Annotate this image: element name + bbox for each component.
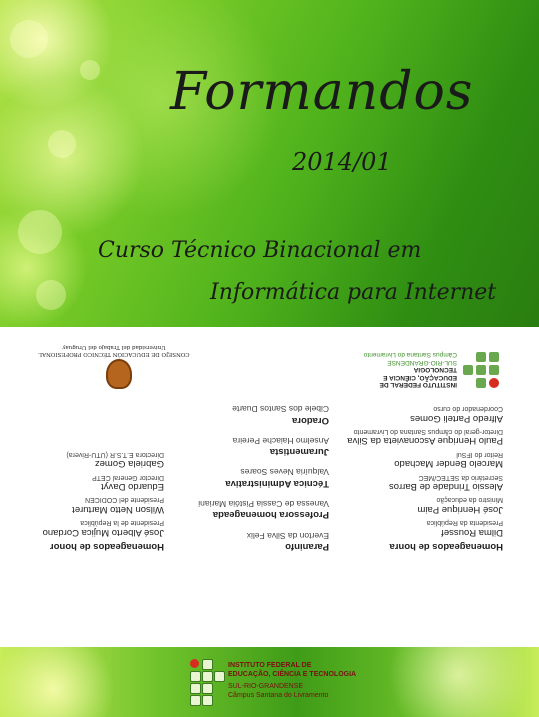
person-name: José Alberto Mujica Cordano [42,526,164,538]
person-name: Cibele dos Santos Duarte [232,404,329,415]
section-heading: Técnica Administrativa [225,477,329,489]
person-name: Dilma Roussef [441,526,503,538]
person-role: Secretário da SETEC/MEC [418,473,503,481]
bokeh-light [36,280,66,310]
person-name: Valquíria Neves Soares [240,467,329,478]
utu-logo-text: CONSEJO DE EDUCACIÓN TÉCNICO PROFESIONAL Universidad del Trabajo del Uruguay [38,344,190,357]
person-name: Alessio Trindade de Barros [388,481,503,493]
person-name: Wilson Netto Marturet [72,503,164,515]
ifsul-grid-icon [190,659,224,705]
bokeh-light [18,210,62,254]
person-name: Paulo Henrique Asconavieta da Silva [347,435,503,447]
section-heading: Juramentista [269,446,329,458]
ifsul-grid-icon [463,352,499,388]
page-title: Formandos [170,62,474,122]
section-heading: Homenageados de honor [49,541,164,552]
footer-logo-title: INSTITUTO FEDERAL DE EDUCAÇÃO, CIÊNCIA E TECNOLOGIA [228,662,357,678]
person-role: Presidente del CODICEN [85,496,164,504]
section-heading: Oradora [292,414,329,426]
course-name-line2: Informática para Internet [210,280,497,305]
bokeh-light [48,130,76,158]
inside-panel [0,327,539,647]
utu-logo [34,339,194,389]
person-name: Vanessa de Cassia Pistóia Mariani [198,499,329,510]
person-role: Presidenta da República [426,519,503,527]
person-name: José Henrique Paim [417,503,503,515]
ifsul-logo [339,338,499,388]
column-homenageados-de-honor [4,449,164,562]
person-role: Coordenador do curso [433,405,503,413]
bokeh-light [10,20,48,58]
person-name: Marcelo Bender Machado [394,458,503,470]
ifsul-logo-text: INSTITUTO FEDERAL DE EDUCAÇÃO, CIÊNCIA E TECNOLOGIA SUL-RIO-GRANDENSE Câmpus Santana do Livramento [363,351,457,388]
section-heading: Homenageados de honra [389,541,503,552]
person-role: Directora E.T.S.R (UTU-Rivera) [66,450,164,458]
column-homenagens [179,404,329,562]
footer-logo-subtitle: SUL-RIO-GRANDENSE Câmpus Santana do Livramento [228,683,329,699]
person-name: Gabriela Gomez [94,458,164,470]
footer-ifsul-logo [190,659,355,715]
person-name: Anselmo Haiache Pereira [232,435,329,446]
person-role: Diretor-geral do câmpus Santana do Livramento [353,428,503,436]
section-heading: Paraninfo [285,541,329,552]
footer-banner [0,647,539,717]
person-name: Alfredo Parteli Gomes [410,412,503,424]
course-name-line1: Curso Técnico Binacional em [98,238,422,263]
person-name: Eduardo Davyt [101,481,164,493]
utu-seal-icon [106,359,132,389]
column-homenageados-de-honra [323,404,503,562]
bokeh-light [80,60,100,80]
person-name: Everton da Silva Felix [246,530,329,541]
header-banner [0,0,539,327]
class-year: 2014/01 [292,148,392,176]
person-role: Ministro da educação [436,496,503,504]
section-heading: Professora homenageada [212,509,329,521]
inverted-content [0,327,539,647]
person-role: Reitor do IFSul [456,450,503,458]
person-role: Director General CETP [92,473,164,481]
person-role: Presidente de la República [80,519,164,527]
